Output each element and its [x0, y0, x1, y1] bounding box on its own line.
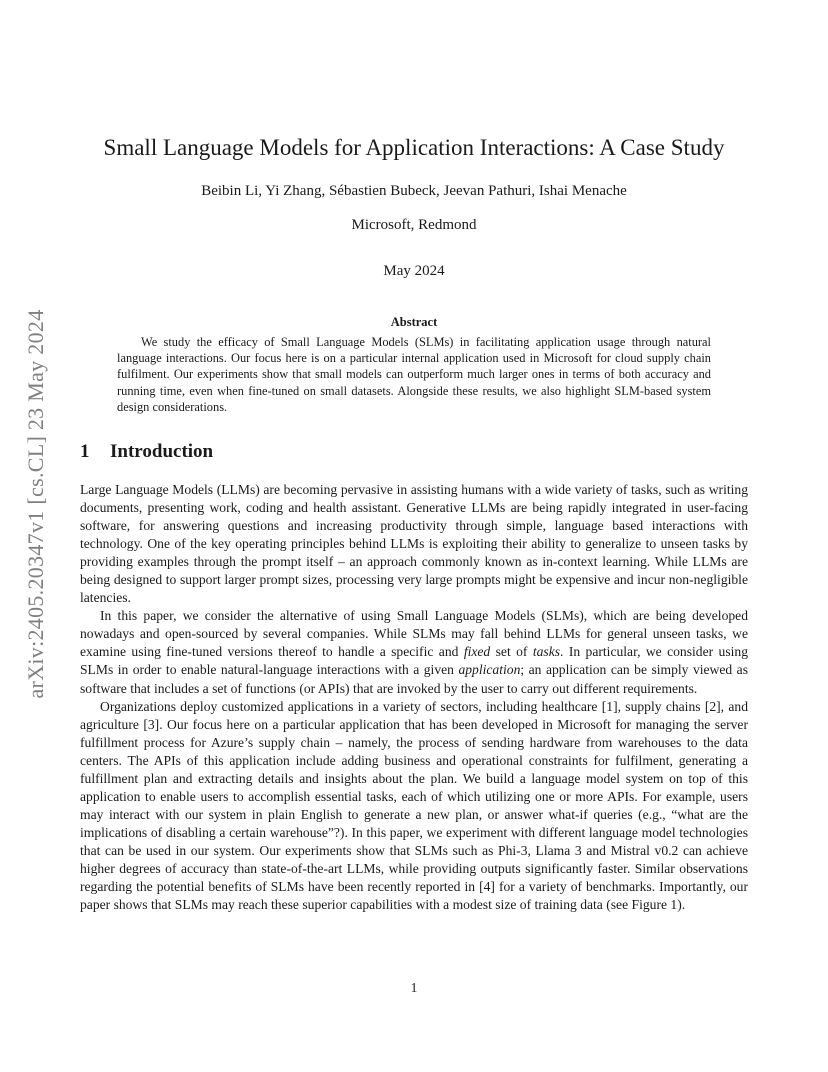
paragraph-1: Large Language Models (LLMs) are becoming pervasive in assisting humans with a wide variety of tasks, such as writing documents, presenting work, coding and health assistant. Generative LLMs are being rapidly integrated in user-facing software, for answering questions and increasing productivity through simple, language based interactions with technology. One of the key operating principles behind LLMs is exploiting their ability to generalize to unseen tasks by providing examples through the prompt itself – an approach commonly known as in-context learning. While LLMs are being designed to support larger prompt sizes, processing very large prompts might be expensive and incur non-negligible latencies.: [80, 482, 748, 606]
affiliation: Microsoft, Redmond: [351, 217, 477, 233]
section-title: Introduction: [110, 441, 214, 462]
emphasis-tasks: tasks: [532, 644, 561, 660]
arxiv-identifier-text: arXiv:2405.20347v1 [cs.CL] 23 May 2024: [23, 309, 48, 699]
paragraph-2-text-c: . In particular, we consider using SLMs in order to enable natural-language interactions with a given: [80, 644, 748, 678]
paragraph-2: [80, 607, 748, 697]
paragraph-2-text-b: set of: [490, 644, 533, 660]
publication-date: May 2024: [383, 263, 445, 279]
abstract-heading: Abstract: [390, 315, 438, 329]
author-list: Beibin Li, Yi Zhang, Sébastien Bubeck, Jeevan Pathuri, Ishai Menache: [201, 183, 627, 199]
abstract-body: We study the efficacy of Small Language Models (SLMs) in facilitating application usage through natural language interactions. Our focus here is on a particular internal application used in Microsoft for cloud supply chain fulfilment. Our experiments show that small models can outperform much larger ones in terms of both accuracy and running time, even when fine-tuned on small datasets. Alongside these results, we also highlight SLM-based system design considerations.: [117, 335, 711, 414]
introduction-body: [80, 481, 748, 914]
section-number: 1: [80, 441, 90, 462]
paragraph-2-text-a: In this paper, we consider the alternative of using Small Language Models (SLMs), which are being developed nowadays and open-sourced by several companies. While SLMs may fall behind LLMs for general unseen tasks, we examine using fine-tuned versions thereof to handle a specific and: [80, 608, 748, 660]
emphasis-application: application: [458, 662, 521, 678]
page-number: 1: [410, 980, 418, 995]
paper-title: Small Language Models for Application Interactions: A Case Study: [103, 135, 725, 160]
paragraph-2-text-d: ; an application can be simply viewed as software that includes a set of functions (or APIs) that are invoked by the user to carry out different requirements.: [80, 662, 749, 696]
section-heading: [80, 440, 213, 464]
arxiv-side-identifier: [16, 278, 56, 730]
paragraph-3: Organizations deploy customized applications in a variety of sectors, including healthcare [1], supply chains [2], and agriculture [3]. Our focus here on a particular application that has been developed in Microsoft for managing the server fulfillment process for Azure’s supply chain – namely, the process of sending hardware from warehouses to the data centers. The APIs of this application include adding business and operational constraints for fulfilment, generating a fulfillment plan and extracting details and insights about the plan. We build a language model system on top of this application to enable users to accomplish essential tasks, each of which utilizing one or more APIs. For example, users may interact with our system in plain English to generate a new plan, or answer what-if queries (e.g., “what are the implications of disabling a certain warehouse”?). In this paper, we experiment with different language model technologies that can be used in our system. Our experiments show that SLMs such as Phi-3, Llama 3 and Mistral v0.2 can achieve higher degrees of accuracy than state-of-the-art LLMs, while providing outputs significantly faster. Similar observations regarding the potential benefits of SLMs have been recently reported in [4] for a variety of benchmarks. Importantly, our paper shows that SLMs may reach these superior capabilities with a modest size of training data (see Figure 1).: [80, 698, 748, 913]
emphasis-fixed: fixed: [463, 644, 491, 660]
